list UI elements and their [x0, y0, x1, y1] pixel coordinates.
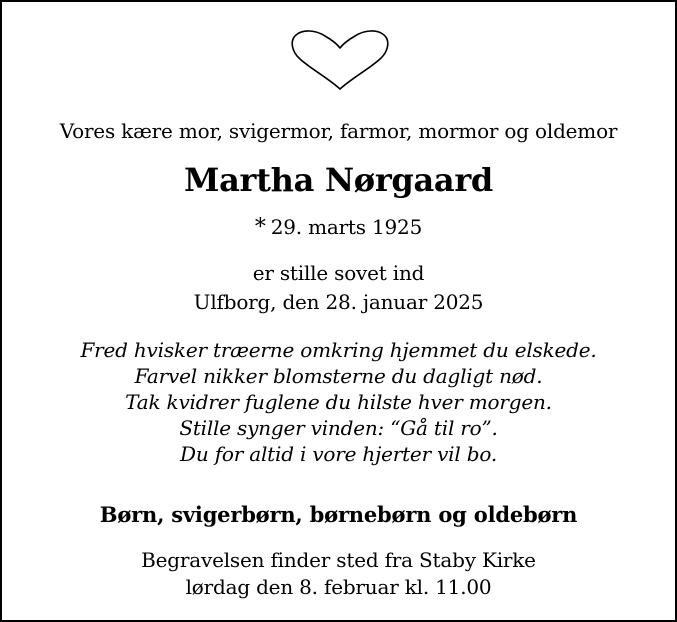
poem [2, 337, 675, 467]
heart-outline-icon [288, 29, 392, 91]
birth-date: 29. marts 1925 [270, 215, 423, 239]
birth-star: * [254, 215, 266, 240]
death-statement: er stille sovet ind [252, 261, 425, 285]
death-block [2, 259, 675, 317]
birth-line [2, 215, 675, 240]
family-signature: Børn, svigerbørn, børnebørn og oldebørn [99, 502, 578, 527]
poem-line: Du for altid i vore hjerter vil bo. [180, 442, 497, 466]
poem-line: Stille synger vinden: “Gå til ro”. [179, 416, 498, 440]
funeral-location: Begravelsen finder sted fra Staby Kirke [141, 548, 536, 572]
funeral-date-time: lørdag den 8. februar kl. 11.00 [185, 575, 492, 599]
poem-line: Fred hvisker træerne omkring hjemmet du elskede. [80, 338, 597, 362]
death-place-date: Ulfborg, den 28. januar 2025 [193, 290, 484, 314]
poem-line: Tak kvidrer fuglene du hilste hver morgen. [125, 390, 552, 414]
funeral-info [2, 547, 675, 601]
intro-text: Vores kære mor, svigermor, farmor, mormor og oldemor [59, 119, 618, 143]
deceased-name: Martha Nørgaard [184, 161, 493, 199]
poem-line: Farvel nikker blomsterne du dagligt nød. [134, 364, 543, 388]
